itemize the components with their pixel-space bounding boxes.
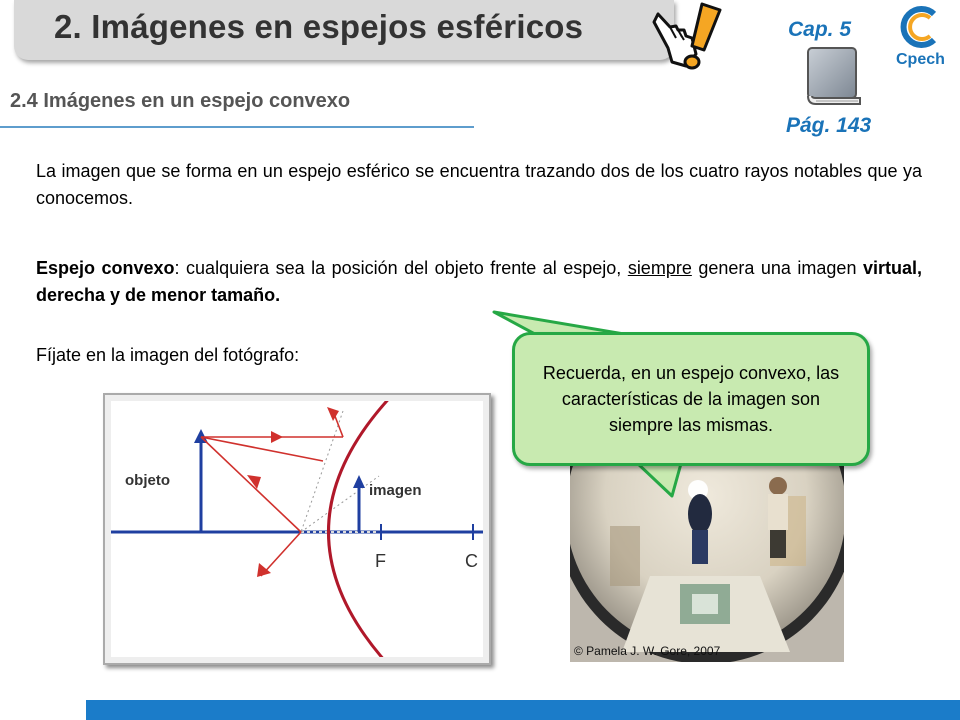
object-label: objeto [125,472,170,489]
title-bar [14,0,674,60]
photographer-paragraph: Fíjate en la imagen del fotógrafo: [36,345,300,365]
book-icon [804,46,864,108]
hand-exclamation-icon [646,0,726,82]
vertex-ray [201,437,301,532]
ray-diagram-frame [103,393,491,665]
center-label: C [465,551,478,571]
image-label: imagen [369,482,422,499]
focal-ray [201,437,323,461]
photo-copyright: © Pamela J. W. Gore, 2007 [574,644,721,658]
section-subtitle: 2.4 Imágenes en un espejo convexo [10,90,351,112]
convex-mirror-ray-diagram [111,401,483,657]
logo-text: Cpech [896,51,945,68]
focus-label: F [375,551,386,571]
reminder-callout: Recuerda, en un espejo convexo, las características de la imagen son siempre las mismas. [512,332,870,466]
convex-mirror-paragraph: Espejo convexo: cualquiera sea la posición del objeto frente al espejo, siempre genera una imagen virtual, derecha y de menor tamaño. [36,258,922,305]
term-convex-mirror: Espejo convexo [36,258,175,278]
image-characteristics: virtual, derecha y de menor tamaño [36,258,922,305]
intro-paragraph: La imagen que se forma en un espejo esférico se encuentra trazando dos de los cuatro rayos notables que ya conocemos. [36,161,922,208]
page-label: Pág. 143 [786,114,872,137]
footer-bar [86,700,960,720]
underlined-siempre: siempre [627,258,692,278]
chapter-label: Cap. 5 [788,18,852,41]
convex-mirror [329,401,397,657]
subtitle-divider [0,126,474,128]
cpech-logo [888,4,958,70]
slide-title: 2. Imágenes en espejos esféricos [54,8,584,45]
